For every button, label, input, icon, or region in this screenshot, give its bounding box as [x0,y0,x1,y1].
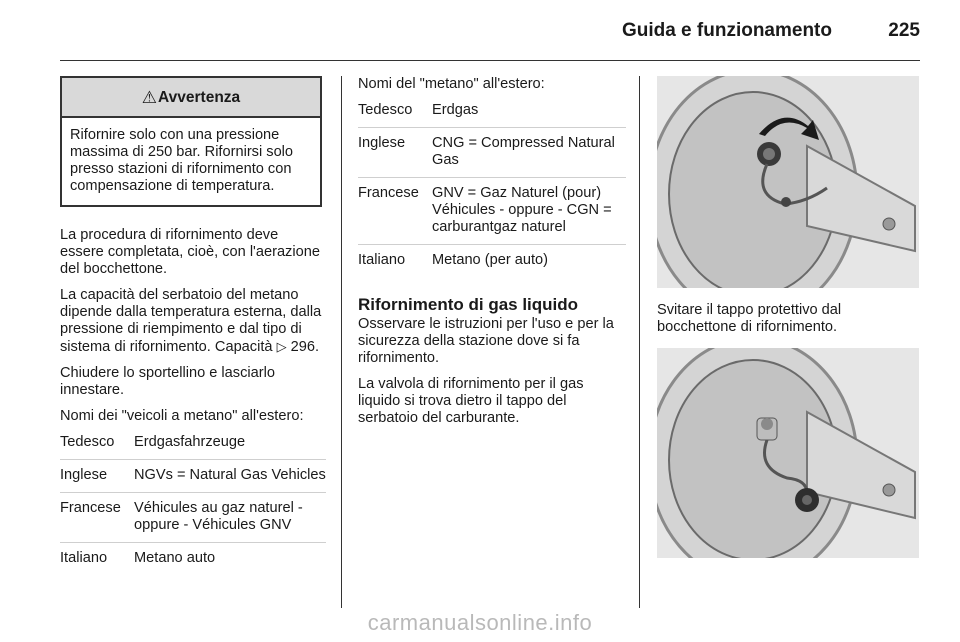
table-row: Italiano Metano (per auto) [358,252,549,268]
paragraph: Nomi del "metano" all'estero: [358,76,545,92]
page-reference-icon: ▷ [276,339,287,354]
page-number: 225 [888,20,920,41]
warning-box [60,76,322,207]
column-1 [60,76,326,575]
table-row: Tedesco Erdgasfahrzeuge [60,427,326,460]
warning-title: Avvertenza [158,88,241,106]
page-reference: 296. [290,339,320,355]
table-row: Tedesco Erdgas [358,95,626,128]
warning-text: Rifornire solo con una pressione massima di 250 bar. Rifornirsi solo presso stazioni di rifornimento con compensazione di temperatura. [70,127,294,194]
table-row: Francese Véhicules au gaz naturel - oppure - Véhicules GNV [60,493,326,543]
paragraph: Osservare le istruzioni per l'uso e per la sicurezza della stazione dove si fa rifornimento. [358,316,614,366]
fuel-filler-photo-arrow [657,76,919,288]
warning-header [62,78,320,118]
table-row: Inglese CNG = Compressed Natural Gas [358,128,626,178]
names-table [60,427,326,575]
paragraph: La capacità del serbatoio del metano dipende dalla temperatura esterna, dalla pressione di riempimento e dal tipo di sistema di rifornimento. Capacità ▷ 296. [60,287,322,355]
section-heading: Rifornimento di gas liquido [358,295,579,314]
photo-caption: Svitare il tappo protettivo dal bocchettone di rifornimento. [657,302,842,335]
header-divider [60,60,920,61]
table-row: Inglese NGVs = Natural Gas Vehicles [60,460,326,493]
column-divider [639,76,640,608]
paragraph: Nomi dei "veicoli a metano" all'estero: [60,408,304,424]
page-title: Guida e funzionamento [621,20,832,41]
paragraph: La valvola di rifornimento per il gas liquido si trova dietro il tappo del serbatoio del carburante. [358,376,584,426]
paragraph: La procedura di rifornimento deve essere completata, cioè, con l'aerazione del bocchettone. [60,227,320,277]
table-row: Italiano Metano auto [60,550,216,566]
watermark: carmanualsonline.info [367,610,593,635]
table-row: Francese GNV = Gaz Naturel (pour) Véhicules - oppure - CGN = carburantgaz naturel [358,178,626,245]
fuel-filler-photo-open [657,348,919,558]
column-divider [341,76,342,608]
column-2 [358,76,626,436]
paragraph: Chiudere lo sportellino e lasciarlo innestare. [60,365,275,398]
page-header [60,18,920,48]
warning-triangle-icon: ⚠ [141,87,158,107]
names-table [358,95,626,277]
